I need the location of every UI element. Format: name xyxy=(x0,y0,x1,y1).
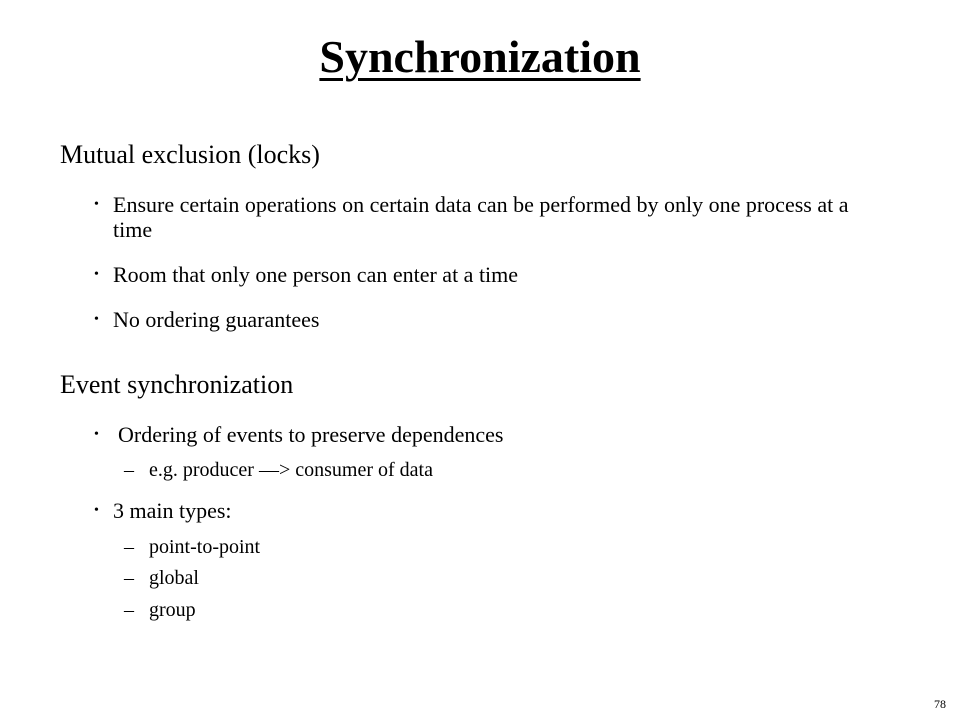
sub-item-text: point-to-point xyxy=(149,536,261,558)
bullet-item xyxy=(94,307,854,332)
section-heading-event-synchronization: Event synchronization xyxy=(60,370,294,399)
page-number: 78 xyxy=(934,697,946,711)
sub-item xyxy=(124,566,199,590)
sub-item-text: global xyxy=(149,567,199,589)
bullet-text: Ordering of events to preserve dependences xyxy=(118,422,504,447)
bullet-text: Room that only one person can enter at a time xyxy=(113,262,519,287)
bullet-item xyxy=(94,262,854,287)
bullet-icon: • xyxy=(94,427,99,442)
bullet-item xyxy=(94,498,854,523)
sub-item-text: group xyxy=(149,599,196,621)
dash-icon: – xyxy=(124,567,134,589)
sub-item xyxy=(124,458,433,482)
sub-item-text: e.g. producer —> consumer of data xyxy=(149,459,433,481)
bullet-icon: • xyxy=(94,312,99,327)
bullet-icon: • xyxy=(94,267,99,282)
section-heading-mutual-exclusion: Mutual exclusion (locks) xyxy=(60,140,320,169)
dash-icon: – xyxy=(124,536,134,558)
bullet-icon: • xyxy=(94,503,99,518)
bullet-icon: • xyxy=(94,197,99,212)
sub-item xyxy=(124,598,196,622)
sub-item xyxy=(124,535,260,559)
bullet-text: Ensure certain operations on certain data can be performed by only one process at a time xyxy=(113,192,849,242)
slide-title: Synchronization xyxy=(319,31,641,82)
bullet-text: 3 main types: xyxy=(113,498,232,523)
bullet-text: No ordering guarantees xyxy=(113,307,320,332)
dash-icon: – xyxy=(124,599,134,621)
bullet-item xyxy=(94,192,854,242)
dash-icon: – xyxy=(124,459,134,481)
bullet-item xyxy=(94,422,854,447)
